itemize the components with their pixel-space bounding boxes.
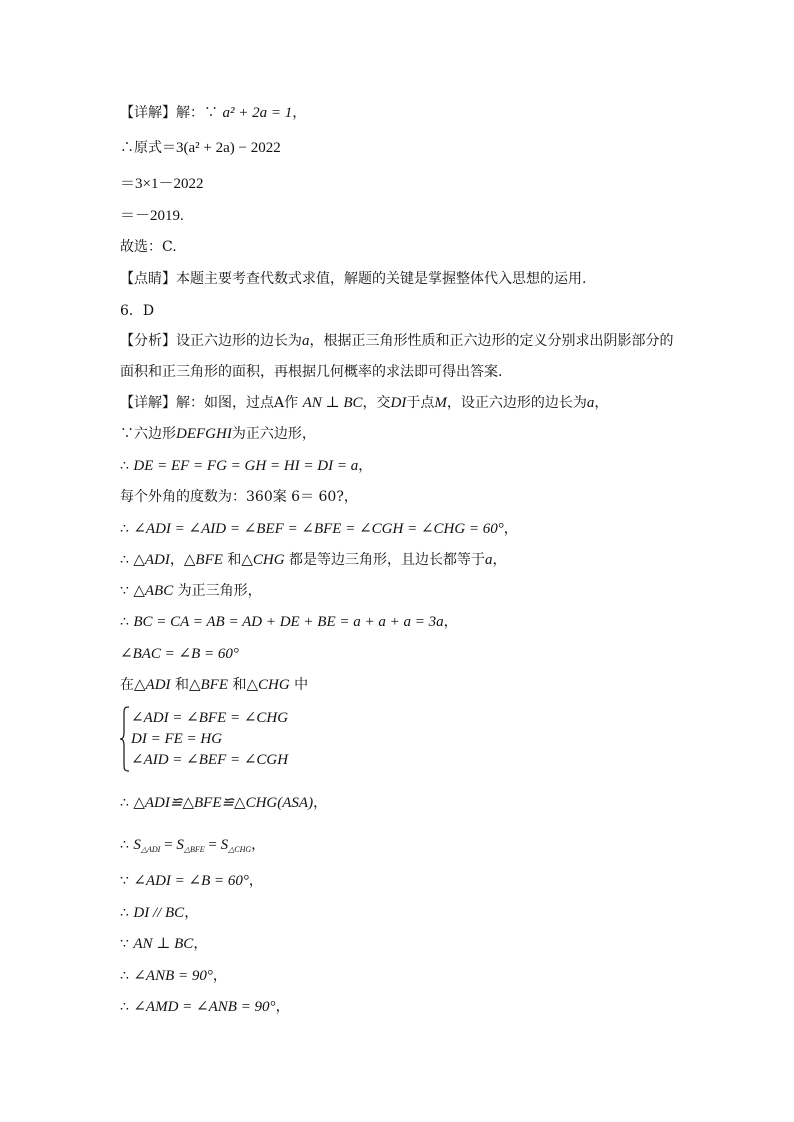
math-expression: △BFE [188, 677, 229, 693]
math-expression: a [485, 552, 493, 568]
text-segment: ∴ [120, 999, 134, 1015]
text-segment: 面积和正三角形的面积，再根据几何概率的求法即可得出答案. [120, 364, 503, 380]
text-segment: ， [492, 552, 507, 568]
text-segment: ， [248, 873, 263, 889]
text-segment: ∵ [120, 873, 134, 889]
text-segment: ，根据正三角形性质和正六边形的定义分别求出阴影部分的 [309, 333, 674, 349]
text-line [120, 998, 290, 1016]
text-segment: ，交 [362, 395, 391, 411]
text-segment: 和 [170, 677, 189, 693]
text-segment: ∴ [120, 458, 134, 474]
math-expression: DI = FE = HG [131, 731, 223, 747]
text-segment: 每个外角的度数为：360案 6＝ 60?， [120, 489, 358, 505]
text-segment: ∴ [120, 614, 134, 630]
math-expression: AN ⊥ BC [302, 395, 363, 411]
math-expression: ＝3×1－2022 [120, 176, 204, 192]
text-line [120, 613, 458, 631]
text-segment: 为正六边形， [231, 426, 316, 442]
math-subscript: △CHG [228, 845, 252, 854]
text-segment: ∴ [120, 905, 134, 921]
text-segment: ∴原式＝ [120, 140, 176, 156]
text-line [120, 676, 308, 694]
text-line [120, 363, 502, 381]
text-segment: ， [184, 905, 199, 921]
text-segment: ， [594, 395, 609, 411]
text-segment: ， [275, 999, 290, 1015]
text-line [120, 270, 586, 288]
text-line [120, 551, 507, 569]
text-line [120, 425, 316, 443]
text-line [120, 904, 198, 922]
text-segment: ∴ [120, 521, 134, 537]
math-expression: a [586, 395, 595, 411]
math-expression: = [160, 837, 177, 853]
text-segment: 【点睛】本题主要考查代数式求值，解题的关键是掌握整体代入思想的运用. [120, 271, 587, 287]
math-expression: DEFGHI [176, 426, 232, 442]
math-expression: a² + 2a = 1 [222, 105, 293, 121]
text-line [120, 394, 608, 412]
math-expression: ∠AID = ∠BEF = ∠CGH [131, 752, 289, 768]
text-line [120, 582, 262, 600]
equation-system-row [131, 730, 222, 748]
text-segment: ∴ [120, 552, 134, 568]
math-expression: M [434, 395, 447, 411]
text-line [120, 104, 306, 122]
text-line [120, 872, 263, 890]
math-expression: △ABC [133, 583, 174, 599]
math-expression: = [204, 837, 221, 853]
text-line [120, 175, 203, 193]
text-line [120, 332, 674, 350]
math-expression: △ADI [134, 677, 171, 693]
text-segment: 于点 [406, 395, 435, 411]
text-line [120, 520, 518, 538]
text-line [120, 207, 184, 225]
text-segment: 为正三角形， [173, 583, 262, 599]
text-segment: 【详解】解：∵ [120, 105, 223, 121]
text-segment: ∵ [120, 583, 134, 599]
math-expression: DI // BC [133, 905, 185, 921]
text-line [120, 457, 372, 475]
math-subscript: △BFE [183, 845, 205, 854]
text-segment: ∵六边形 [120, 426, 176, 442]
math-expression: 3(a² + 2a) − 2022 [176, 140, 281, 156]
text-segment: 都是等边三角形，且边长都等于 [284, 552, 486, 568]
text-segment: 在 [120, 677, 134, 693]
text-line [120, 967, 227, 985]
math-expression: ∠ADI = ∠BFE = ∠CHG [131, 710, 289, 726]
math-expression: S [220, 837, 229, 853]
math-expression: AN ⊥ BC [133, 936, 194, 952]
text-segment: 【分析】设正六边形的边长为 [120, 333, 302, 349]
text-line [120, 488, 358, 506]
math-expression: △BFE [183, 552, 223, 568]
math-expression: △CHG [241, 552, 285, 568]
text-segment: 【详解】解：如图，过点A作 [120, 395, 303, 411]
text-segment: ， [358, 458, 373, 474]
math-expression: ＝－2019. [120, 208, 184, 224]
text-segment: 故选：C. [120, 239, 177, 255]
text-segment: ， [193, 936, 208, 952]
text-segment: ∴ [120, 837, 134, 853]
math-expression: ∠ADI = ∠AID = ∠BEF = ∠BFE = ∠CGH = ∠CHG = 60° [133, 521, 504, 537]
text-segment: 和 [222, 552, 242, 568]
text-line [120, 935, 207, 953]
math-expression: BC = CA = AB = AD + DE + BE = a + a + a = 3a [133, 614, 444, 630]
text-segment: ， [251, 837, 266, 853]
math-expression: S [176, 837, 184, 853]
math-expression: ∠ANB = 90° [133, 968, 213, 984]
text-segment: ， [292, 105, 307, 121]
text-line [120, 139, 281, 157]
text-segment: 6．D [120, 303, 155, 319]
math-subscript: △ADI [140, 845, 161, 854]
math-expression: ∠AMD = ∠ANB = 90° [133, 999, 276, 1015]
math-expression: △ADI [133, 552, 170, 568]
text-segment: ，设正六边形的边长为 [446, 395, 587, 411]
text-segment: ， [503, 521, 518, 537]
left-brace-icon [119, 706, 131, 772]
text-segment: ∴ [120, 795, 134, 811]
math-expression: △ADI≌△BFE≌△CHG(ASA) [133, 795, 314, 811]
text-line [120, 238, 177, 256]
text-segment: ， [169, 552, 184, 568]
math-expression: a [302, 333, 310, 349]
text-segment: ∵ [120, 936, 134, 952]
math-expression: S [133, 837, 141, 853]
text-segment: 和 [228, 677, 247, 693]
text-segment: ， [443, 614, 458, 630]
text-line [120, 645, 239, 663]
math-expression: DE = EF = FG = GH = HI = DI = a [133, 458, 359, 474]
text-segment: ∴ [120, 968, 134, 984]
text-segment: ， [212, 968, 227, 984]
math-expression: ∠BAC = ∠B = 60° [120, 646, 239, 662]
math-expression: ∠ADI = ∠B = 60° [133, 873, 249, 889]
math-expression: △CHG [246, 677, 290, 693]
question-number [120, 302, 154, 320]
math-expression: DI [390, 395, 407, 411]
equation-system-row [131, 751, 288, 769]
text-line [120, 794, 327, 812]
text-line [120, 836, 265, 859]
text-segment: 中 [289, 677, 309, 693]
text-segment: ， [313, 795, 328, 811]
equation-system-row [131, 709, 288, 727]
